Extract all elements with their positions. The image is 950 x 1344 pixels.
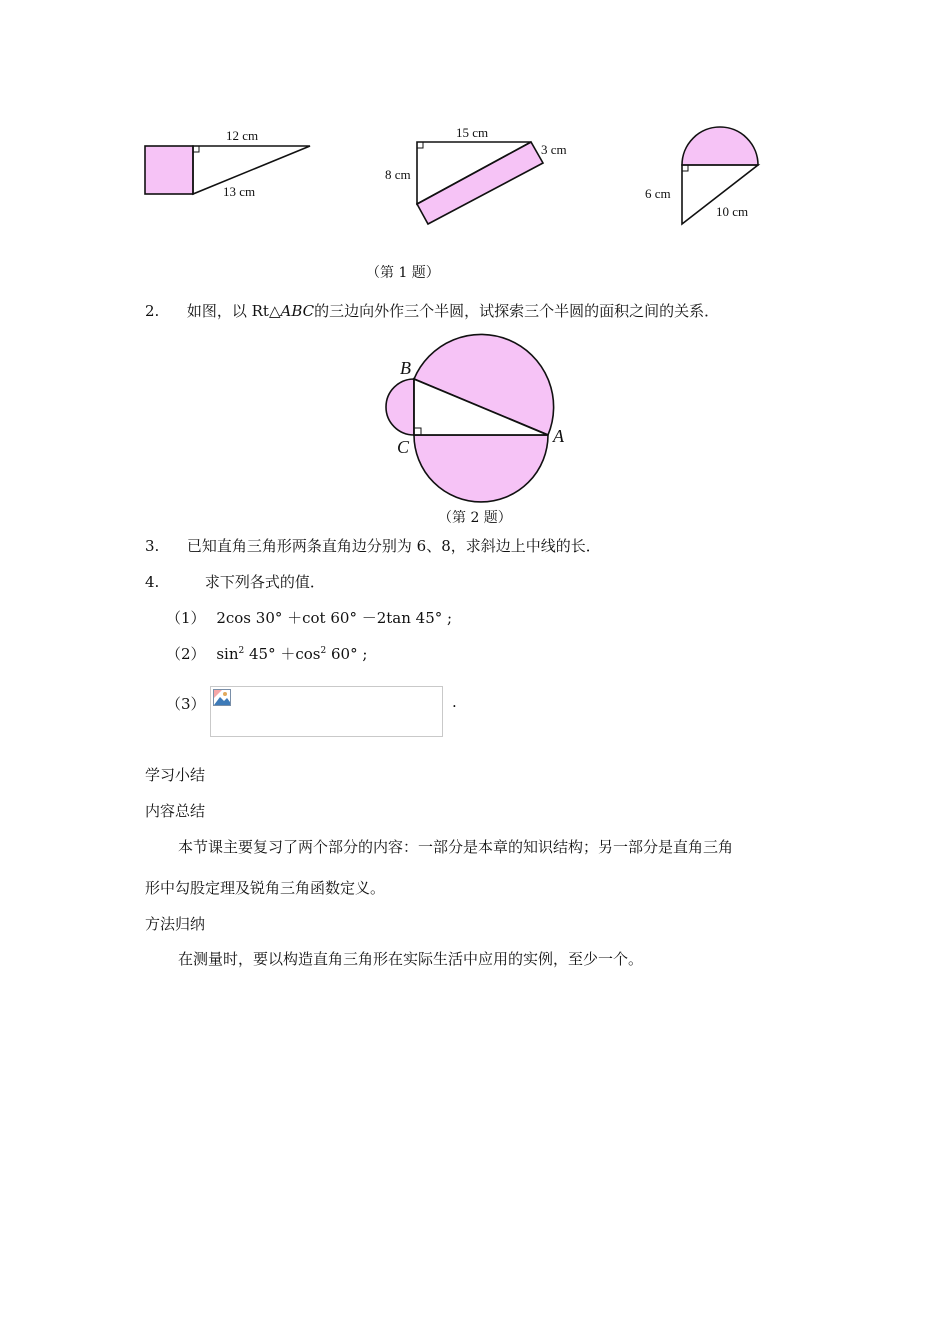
semicircle-on-bc (386, 379, 414, 435)
item-3-trailing: . (452, 693, 457, 711)
question-3 (145, 535, 601, 556)
item-1 (166, 607, 452, 628)
expr-end: 60° ; (326, 645, 368, 663)
triangle-name: ABC (280, 302, 315, 320)
exponent: 2 (238, 646, 245, 656)
item-expression: 2cos 30° ＋cot 60° －2tan 45° ; (216, 609, 453, 627)
item-2 (166, 643, 367, 664)
broken-image-placeholder (210, 686, 443, 737)
content-heading: 内容总结 (145, 802, 206, 820)
vertex-a-label: A (553, 426, 564, 446)
broken-image-icon (213, 689, 231, 706)
method-text: 在测量时，要以构造直角三角形在实际生活中应用的实例，至少一个。 (178, 950, 644, 968)
label-10cm: 10 cm (716, 204, 749, 219)
label-13cm: 13 cm (223, 184, 256, 199)
question-text-rest: 的三边向外作三个半圆，试探索三个半圆的面积之间的关系． (314, 302, 720, 320)
label-15cm: 15 cm (456, 125, 489, 140)
question-number: 3. (145, 537, 160, 555)
label-6cm: 6 cm (645, 186, 671, 201)
expr-middle: 45° ＋cos (244, 645, 321, 663)
method-heading: 方法归纳 (145, 915, 206, 933)
question-number: 4. (145, 573, 160, 591)
content-line-2: 形中勾股定理及锐角三角函数定义。 (145, 879, 386, 897)
summary-heading: 学习小结 (145, 766, 206, 784)
item-label: （1） (166, 609, 206, 627)
semicircle-on-ca (414, 435, 548, 502)
vertex-b-label: B (400, 358, 411, 378)
item-3-label: （3） (166, 695, 206, 713)
label-8cm: 8 cm (385, 167, 411, 182)
question-number: 2. (145, 302, 160, 320)
exponent: 2 (320, 646, 327, 656)
expr-sin: sin (216, 645, 239, 663)
item-label: （2） (166, 645, 206, 663)
figure-1-caption: （第 1 题） (366, 265, 440, 281)
question-text: 求下列各式的值． (204, 573, 325, 591)
label-3cm: 3 cm (541, 142, 567, 157)
content-line-1: 本节课主要复习了两个部分的内容：一部分是本章的知识结构；另一部分是直角三角 (178, 838, 734, 856)
figure-2-caption: （第 2 题） (438, 510, 512, 526)
question-text: 已知直角三角形两条直角边分别为 6、8，求斜边上中线的长． (186, 537, 601, 555)
label-12cm: 12 cm (226, 128, 259, 143)
figure-2 (0, 0, 950, 520)
question-text: 如图，以 Rt△ (186, 302, 281, 320)
question-4 (145, 571, 325, 592)
vertex-c-label: C (397, 437, 410, 457)
